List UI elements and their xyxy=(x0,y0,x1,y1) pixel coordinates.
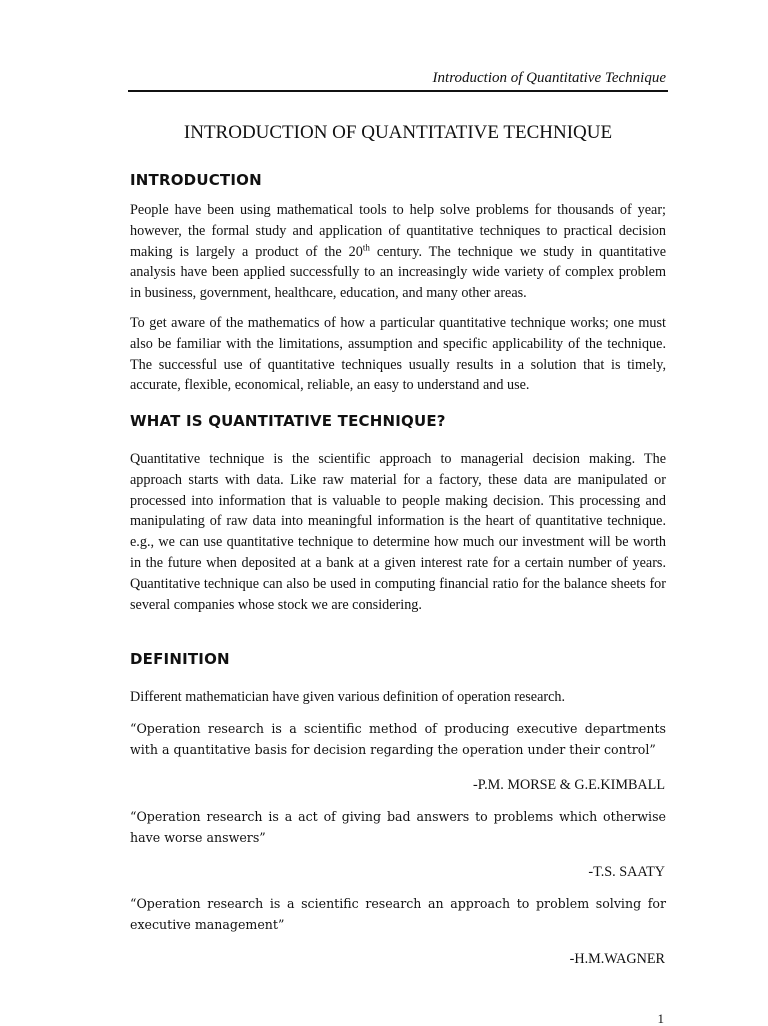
definition-quote-1: “Operation research is a scientific method of producing executive departments with a quantitative basis for decision regarding the operation under their control” xyxy=(130,721,666,757)
what-is-paragraph: Quantitative technique is the scientific approach to managerial decision making. The approach starts with data. Like raw material for a factory, these data are manipulated or processed into information that is valuable to people making decision. This processing and manipulating of raw data into meaningful information is the heart of quantitative technique. e.g., we can use quantitative technique to determine how much our investment will be worth in the future when deposited at a bank at a given interest rate for a certain number of years. Quantitative technique can also be used in computing financial ratio for the balance sheets for several companies whose stock we are considering. xyxy=(130,451,666,613)
introduction-paragraph-1-text-b: century. The technique we study in quantitative analysis have been applied successfully to an increasingly wide variety of complex problem in business, government, healthcare, education, and many other areas. xyxy=(130,243,666,302)
introduction-paragraph-1-text-a: People have been using mathematical tools to help solve problems for thousands of year; however, the formal study and application of quantitative techniques to practical decision making is largely a product of the 20 xyxy=(130,202,666,260)
introduction-paragraph-2: To get aware of the mathematics of how a particular quantitative technique works; one must also be familiar with the limitations, assumption and specific applicability of the technique. The successful use of quantitative techniques usually results in a solution that is timely, accurate, flexible, economical, reliable, an easy to understand and use. xyxy=(130,315,666,394)
document-title: INTRODUCTION OF QUANTITATIVE TECHNIQUE xyxy=(183,122,613,143)
quote-attribution-2: -T.S. SAATY xyxy=(588,864,665,880)
definition-intro: Different mathematician have given various definition of operation research. xyxy=(130,689,566,705)
quote-attribution-3: -H.M.WAGNER xyxy=(569,951,665,967)
quote-attribution-1: -P.M. MORSE & G.E.KIMBALL xyxy=(473,777,665,793)
section-heading-definition: DEFINITION xyxy=(130,650,230,668)
definition-quote-3: “Operation research is a scientific research an approach to problem solving for executive management” xyxy=(130,896,666,932)
running-header: Introduction of Quantitative Technique xyxy=(432,70,666,86)
introduction-paragraph-1 xyxy=(130,200,666,304)
superscript-th: th xyxy=(362,241,370,252)
header-rule xyxy=(128,90,668,92)
section-heading-introduction: INTRODUCTION xyxy=(130,171,262,189)
section-heading-what-is: WHAT IS QUANTITATIVE TECHNIQUE? xyxy=(130,412,446,430)
definition-quote-2: “Operation research is a act of giving bad answers to problems which otherwise have worse answers” xyxy=(130,809,666,845)
page-number: 1 xyxy=(657,1011,664,1026)
